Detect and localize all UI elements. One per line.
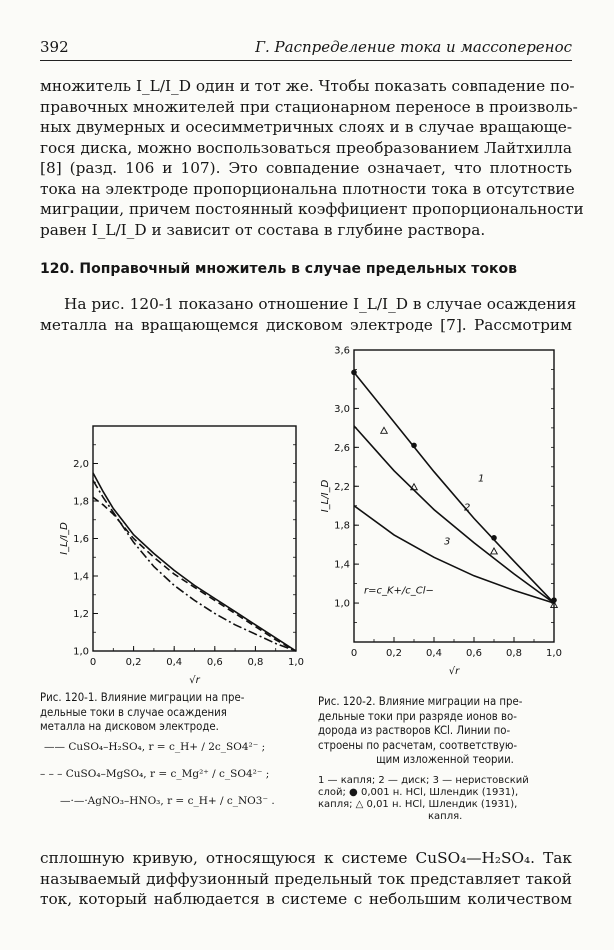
figure-1-legend-dashdot: —·—·AgNO₃–HNO₃, r = c_H+ / c_NO3⁻ . xyxy=(60,795,275,807)
y-tick-label: 3,6 xyxy=(334,345,350,357)
data-point-filled-circle xyxy=(411,443,417,449)
text-line: тока на электроде пропорциональна плотности тока в отсутствие xyxy=(40,179,575,198)
data-point-triangle xyxy=(381,427,388,433)
x-tick-label: 1,0 xyxy=(288,657,304,668)
caption-line: дельные токи в случае осаждения xyxy=(40,705,227,719)
curve-label-3: 3 xyxy=(444,536,451,548)
running-title: Г. Распределение тока и массоперенос xyxy=(255,38,572,56)
figure-2-chart xyxy=(322,340,567,690)
x-tick-label: 0,6 xyxy=(466,648,482,659)
caption-line: щим изложенной теории. xyxy=(376,753,514,766)
key-line: капля. xyxy=(428,811,463,822)
key-line: капля; △ 0,01 н. HCl, Шлендик (1931), xyxy=(318,799,518,810)
figure-2-key xyxy=(318,775,529,823)
paragraph-3 xyxy=(40,848,572,910)
figure-1-legend-dashed: – – – CuSO₄–MgSO₄, r = c_Mg²⁺ / c_SO4²⁻ ; xyxy=(40,768,270,780)
figure-1-caption xyxy=(40,691,292,735)
section-heading: 120. Поправочный множитель в случае предельных токов xyxy=(40,261,517,277)
x-tick-label: 0,2 xyxy=(125,657,142,668)
text-line: гося диска, можно воспользоваться преобразованием Лайтхилла xyxy=(40,138,572,157)
figure-1-legend-solid: —— CuSO₄–H₂SO₄, r = c_H+ / 2c_SO4²⁻ ; xyxy=(44,741,266,753)
curve-label-1: 1 xyxy=(478,473,485,485)
y-tick-label: 1,4 xyxy=(334,559,350,571)
caption-line: Рис. 120-2. Влияние миграции на пре- xyxy=(318,695,523,708)
y-tick-label: 2,0 xyxy=(73,459,89,470)
text-line: правочных множителей при стационарном переносе в произволь- xyxy=(40,97,578,116)
text-line: На рис. 120-1 показано отношение I_L/I_D в случае осаждения xyxy=(64,295,577,313)
figure-1-chart xyxy=(56,418,306,690)
x-tick-label: 0,8 xyxy=(247,657,264,668)
series-line-2 xyxy=(354,426,554,603)
y-tick-label: 1,8 xyxy=(73,496,89,508)
inset-formula: r=c_K+/c_Cl− xyxy=(364,585,434,597)
caption-line: металла на дисковом электроде. xyxy=(40,720,219,733)
y-tick-label: 1,4 xyxy=(73,571,89,583)
y-tick-label: 2,2 xyxy=(334,481,350,493)
data-point-filled-circle xyxy=(351,370,357,376)
series-line-1 xyxy=(93,473,296,651)
y-tick-label: 1,0 xyxy=(334,598,350,610)
series-line-1 xyxy=(354,372,554,603)
y-axis-label: I_L/I_D xyxy=(59,522,70,555)
text-line: равен I_L/I_D и зависит от состава в глубине раствора. xyxy=(40,220,486,239)
x-tick-label: 0,8 xyxy=(506,648,522,659)
x-axis-label: √r xyxy=(448,666,460,677)
key-line: 1 — капля; 2 — диск; 3 — нeристовский xyxy=(318,775,529,786)
x-tick-label: 0,6 xyxy=(206,657,223,668)
x-tick-label: 0,4 xyxy=(426,648,442,659)
x-tick-label: 0,2 xyxy=(386,648,402,659)
text-line: называемый диффузионный предельный ток представляет такой xyxy=(40,869,572,888)
text-line: ных двумерных и осесимметричных слоях и в случае вращающе- xyxy=(40,118,572,136)
figure-2 xyxy=(322,340,567,690)
data-point-triangle xyxy=(491,548,498,554)
caption-line: строены по расчетам, соответствую- xyxy=(318,738,518,752)
caption-line: дорода из растворов KCl. Линии по- xyxy=(318,724,511,737)
y-tick-label: 1,2 xyxy=(73,609,89,620)
plot-frame xyxy=(93,426,296,651)
x-axis-label: √r xyxy=(189,675,200,686)
page-number: 392 xyxy=(40,38,69,56)
series-line-3 xyxy=(93,480,296,651)
page-header xyxy=(40,38,572,61)
key-line: слой; ● 0,001 н. HCl, Шлендик (1931), xyxy=(318,787,519,798)
text-line: металла на вращающемся дисковом электроде [7]. Рассмотрим xyxy=(40,315,572,334)
paragraph-2 xyxy=(40,294,577,335)
data-point-triangle xyxy=(411,484,418,490)
y-tick-label: 3,0 xyxy=(334,403,350,415)
y-tick-label: 1,6 xyxy=(73,534,89,545)
y-axis-label: I_L/I_D xyxy=(320,479,331,513)
text-line: миграции, причем постоянный коэффициент пропорциональности xyxy=(40,200,584,218)
x-tick-label: 1,0 xyxy=(546,648,562,659)
x-tick-label: 0 xyxy=(350,648,358,659)
x-tick-label: 0,4 xyxy=(166,657,183,668)
text-line: [8] (разд. 106 и 107). Это совпадение означает, что плотность xyxy=(40,159,572,177)
text-line: множитель I_L/I_D один и тот же. Чтобы показать совпадение по- xyxy=(40,77,575,95)
data-point-filled-circle xyxy=(491,535,497,541)
caption-line: дельные токи при разряде ионов во- xyxy=(318,709,517,723)
figure-2-caption xyxy=(318,695,572,768)
figure-1 xyxy=(56,418,306,690)
caption-line: Рис. 120-1. Влияние миграции на пре- xyxy=(40,691,245,704)
curve-label-2: 2 xyxy=(464,502,471,514)
y-tick-label: 1,8 xyxy=(334,520,350,532)
text-line: ток, который наблюдается в системе с небольшим количеством xyxy=(40,890,572,908)
text-line: сплошную кривую, относящуюся к системе CuSO₄—H₂SO₄. Так xyxy=(40,849,572,867)
paragraph-1 xyxy=(40,76,584,240)
y-tick-label: 2,6 xyxy=(334,442,350,454)
y-tick-label: 1,0 xyxy=(73,646,89,658)
x-tick-label: 0 xyxy=(89,657,97,668)
